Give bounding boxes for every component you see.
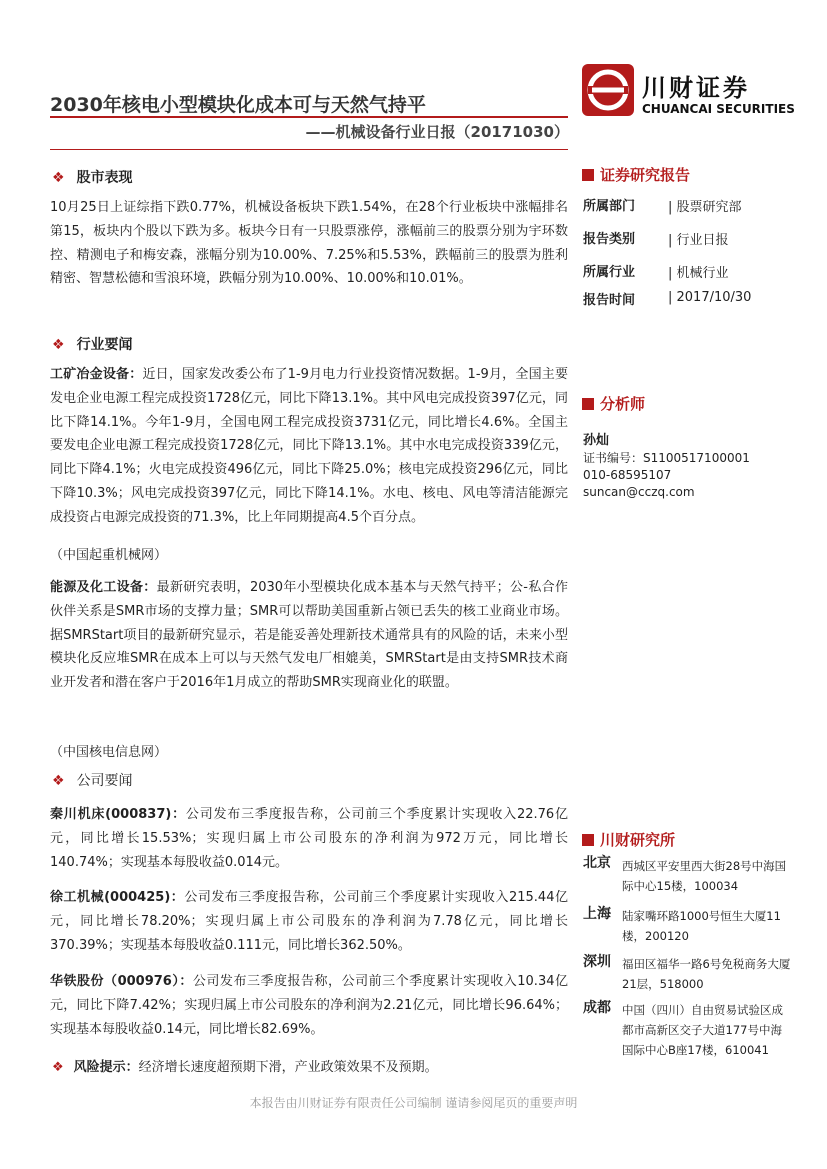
company-news-text: 公司发布三季度报告称，公司前三个季度累计实现收入215.44亿元，同比增长78.20%；实现归属上市公司股东的净利润为7.78亿元，同比增长370.39%；实现基本每股收益0.111元，同比增长362.50%。	[50, 890, 568, 953]
info-value-date: | 2017/10/30	[668, 290, 752, 305]
info-value-industry: | 机械行业	[668, 266, 729, 281]
section-heading-company: ❖ 公司要闻	[52, 773, 133, 789]
news-text: 最新研究表明，2030年小型模块化成本基本与天然气持平；公-私合作伙伴关系是SMR市场的支撑力量；SMR可以帮助美国重新占领已丢失的核工业商业市场。据SMRStart项目的最新研究显示，若是能妥善处理新技术通常具有的风险的话，未来小型模块化反应堆SMR在成本上可以与天然气发电厂相媲美，SMRStart是由支持SMR技术商业开发者和潜在客户于2016年1月成立的帮助SMR实现商业化的联盟。	[50, 580, 568, 691]
news-label: 工矿冶金设备：	[50, 367, 143, 382]
header-divider	[50, 116, 568, 118]
sidebar-heading-analyst: 分析师	[582, 393, 645, 414]
diamond-bullet-icon: ❖	[52, 1060, 64, 1075]
page-footer: 本报告由川财证券有限责任公司编制 谨请参阅尾页的重要声明	[249, 1096, 578, 1110]
office-address: 陆家嘴环路1000号恒生大厦11楼，200120	[622, 909, 781, 943]
company-news-item	[50, 803, 568, 874]
diamond-bullet-icon: ❖	[52, 773, 65, 789]
news-text: 近日，国家发改委公布了1-9月电力行业投资情况数据。1-9月，全国主要发电企业电源工程完成投资1728亿元，同比下降13.1%。其中风电完成投资397亿元，同比下降14.1%。今年1-9月，全国电网工程完成投资3731亿元，同比增长4.6%。全国主要发电企业电源工程完成投资1728亿元，同比下降13.1%。其中水电完成投资339亿元，同比下降4.1%；火电完成投资496亿元，同比下降25.0%；核电完成投资296亿元，同比下降10.3%；风电完成投资397亿元，同比下降14.1%。水电、核电、风电等清洁能源完成投资占电源完成投资的71.3%，比上年同期提高4.5个百分点。	[50, 367, 568, 525]
report-title: 2030年核电小型模块化成本可与天然气持平	[50, 94, 426, 116]
risk-warning	[52, 1056, 438, 1075]
market-paragraph: 10月25日上证综指下跌0.77%，机械设备板块下跌1.54%，在28个行业板块中涨幅排名第15，板块内个股以下跌为多。板块今日有一只股票涨停，涨幅前三的股票分别为宇环数控、精测电子和梅安森，涨幅分别为10.00%、7.25%和5.53%，跌幅前三的股票为胜利精密、智慧松德和雪浪环境，跌幅分别为10.00%、10.00%和10.01%。	[50, 200, 568, 287]
office-city: 深圳	[583, 954, 611, 970]
square-bullet-icon	[582, 834, 594, 846]
info-label-dept: 所属部门	[583, 199, 636, 214]
news-label: 能源及化工设备：	[50, 580, 157, 595]
company-logo	[582, 64, 634, 120]
info-label-date: 报告时间	[583, 293, 636, 308]
analyst-cert: 证书编号：S1100517100001	[583, 451, 750, 465]
risk-text: 经济增长速度超预期下滑，产业政策效果不及预期。	[138, 1060, 438, 1075]
office-city: 上海	[583, 906, 611, 922]
industry-news-energy	[50, 576, 568, 695]
square-bullet-icon	[582, 398, 594, 410]
office-city: 成都	[583, 1000, 611, 1016]
company-news-item	[50, 886, 568, 957]
analyst-email[interactable]: suncan@cczq.com	[583, 485, 695, 499]
industry-news-mining	[50, 363, 568, 530]
analyst-name: 孙灿	[583, 433, 610, 448]
sidebar-heading-report: 证券研究报告	[582, 164, 690, 185]
company-news-text: 公司发布三季度报告称，公司前三个季度累计实现收入22.76亿元，同比增长15.53%；实现归属上市公司股东的净利润为972万元，同比增长140.74%；实现基本每股收益0.014元。	[50, 807, 568, 870]
risk-label: 风险提示：	[73, 1060, 139, 1075]
diamond-bullet-icon: ❖	[52, 337, 65, 353]
company-name: 徐工机械(000425)：	[50, 890, 185, 905]
news-source: （中国核电信息网）	[50, 745, 168, 760]
info-value-type: | 行业日报	[668, 233, 729, 248]
company-news-text: 公司发布三季度报告称，公司前三个季度累计实现收入10.34亿元，同比下降7.42%；实现归属上市公司股东的净利润为2.21亿元，同比增长96.64%；实现基本每股收益0.14元，同比增长82.69%。	[50, 974, 569, 1037]
diamond-bullet-icon: ❖	[52, 170, 65, 186]
info-label-type: 报告类别	[583, 232, 636, 247]
section-heading-industry: ❖ 行业要闻	[52, 337, 133, 353]
info-label-industry: 所属行业	[583, 265, 636, 280]
header-divider-bottom	[50, 149, 568, 150]
analyst-phone: 010-68595107	[583, 468, 672, 482]
office-address: 西城区平安里西大街28号中海国际中心15楼，100034	[622, 859, 787, 893]
company-news-item	[50, 970, 568, 1041]
news-source: （中国起重机械网）	[50, 548, 168, 563]
office-address: 中国（四川）自由贸易试验区成都市高新区交子大道177号中海国际中心B座17楼，610041	[622, 1003, 783, 1057]
office-address: 福田区福华一路6号免税商务大厦21层，518000	[622, 957, 791, 991]
company-name: 华铁股份（000976）：	[50, 974, 193, 989]
report-subtitle: ——机械设备行业日报（20171030）	[305, 123, 569, 141]
info-value-dept: | 股票研究部	[668, 200, 742, 215]
square-bullet-icon	[582, 169, 594, 181]
company-name: 秦川机床(000837)：	[50, 807, 186, 822]
logo-name-cn: 川财证券	[642, 74, 750, 102]
logo-mark-icon	[582, 64, 634, 116]
sidebar-heading-institute: 川财研究所	[582, 829, 675, 850]
logo-name-en: CHUANCAI SECURITIES	[642, 102, 795, 116]
office-city: 北京	[583, 855, 611, 871]
section-heading-market: ❖ 股市表现	[52, 170, 133, 186]
